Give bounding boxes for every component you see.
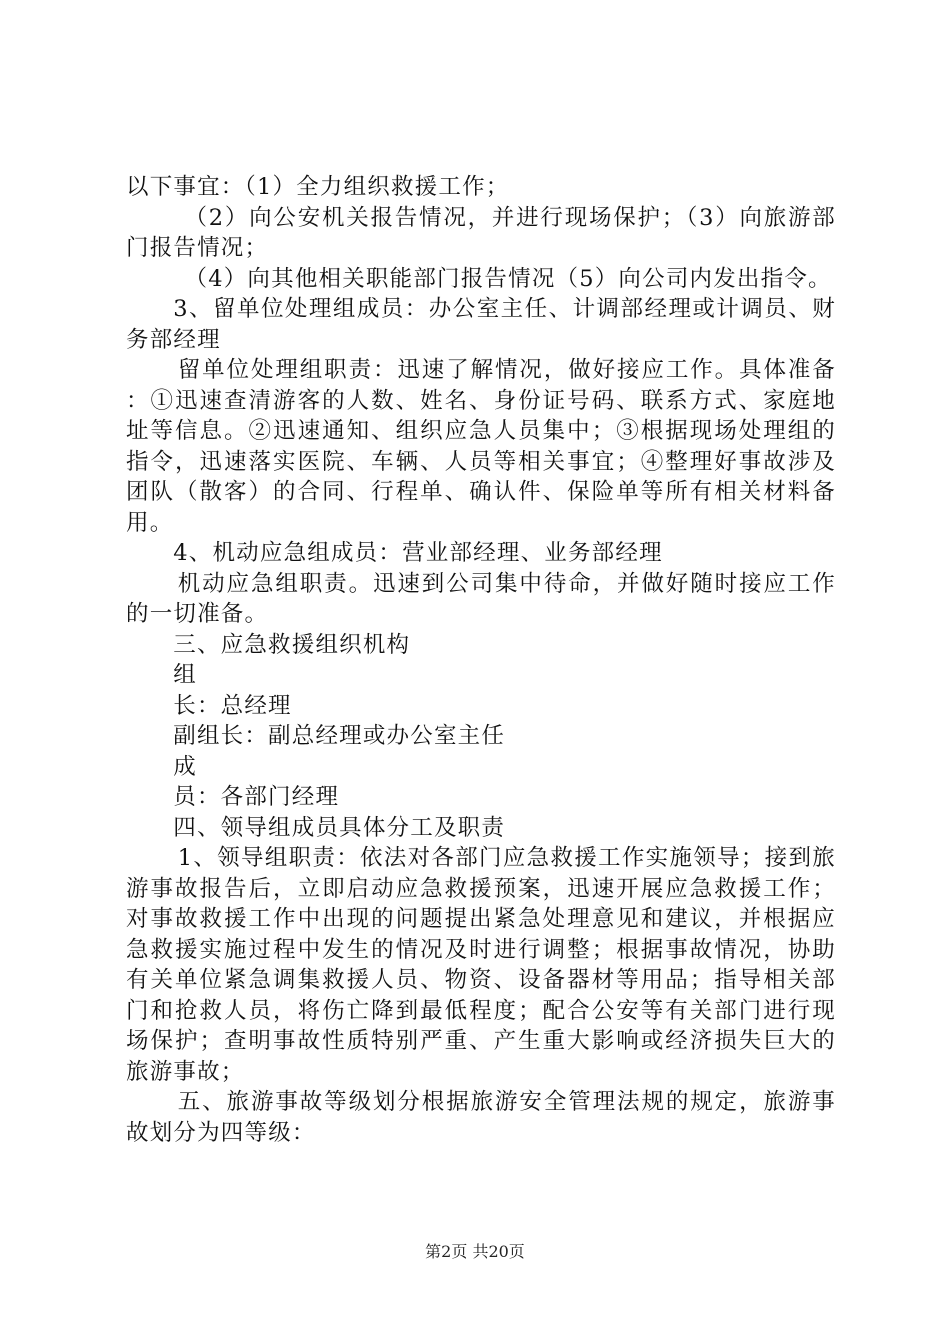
paragraph: （2）向公安机关报告情况，并进行现场保护；（3）向旅游部门报告情况；	[126, 204, 836, 261]
section-heading: 三、应急救援组织机构	[173, 631, 411, 658]
paragraph: 组	[173, 662, 197, 688]
paragraph: 4、机动应急组成员：营业部经理、业务部经理	[173, 540, 663, 566]
section-heading: 四、领导组成员具体分工及职责	[173, 814, 506, 841]
page-number-footer: 第2页 共20页	[425, 1242, 525, 1261]
paragraph: 五、旅游事故等级划分根据旅游安全管理法规的规定，旅游事故划分为四等级：	[126, 1089, 836, 1146]
paragraph: 员：各部门经理	[173, 784, 340, 810]
paragraph: 机动应急组职责。迅速到公司集中待命，并做好随时接应工作的一切准备。	[126, 570, 836, 627]
paragraph: 3、留单位处理组成员：办公室主任、计调部经理或计调员、财务部经理	[126, 296, 836, 353]
paragraph: 1、领导组职责：依法对各部门应急救援工作实施领导；接到旅游事故报告后，立即启动应急救援预案，迅速开展应急救援工作；对事故救援工作中出现的问题提出紧急处理意见和建议，并根据应急救援实施过程中发生的情况及时进行调整；根据事故情况，协助有关单位紧急调集救援人员、物资、设备器材等用品；指导相关部门和抢救人员，将伤亡降到最低程度；配合公安等有关部门进行现场保护；查明事故性质特别严重、产生重大影响或经济损失巨大的旅游事故；	[126, 845, 836, 1085]
document-body	[126, 172, 836, 1148]
paragraph: 长：总经理	[173, 692, 292, 719]
paragraph: 以下事宜：（1）全力组织救援工作；	[126, 174, 510, 200]
paragraph: 成	[173, 753, 197, 780]
paragraph: 副组长：副总经理或办公室主任	[173, 723, 506, 749]
paragraph: 留单位处理组职责：迅速了解情况，做好接应工作。具体准备：①迅速查清游客的人数、姓名、身份证号码、联系方式、家庭地址等信息。②迅速通知、组织应急人员集中；③根据现场处理组的指令，迅速落实医院、车辆、人员等相关事宜；④整理好事故涉及团队（散客）的合同、行程单、确认件、保险单等所有相关材料备用。	[126, 357, 836, 536]
paragraph: （4）向其他相关职能部门报告情况（5）向公司内发出指令。	[184, 265, 832, 292]
